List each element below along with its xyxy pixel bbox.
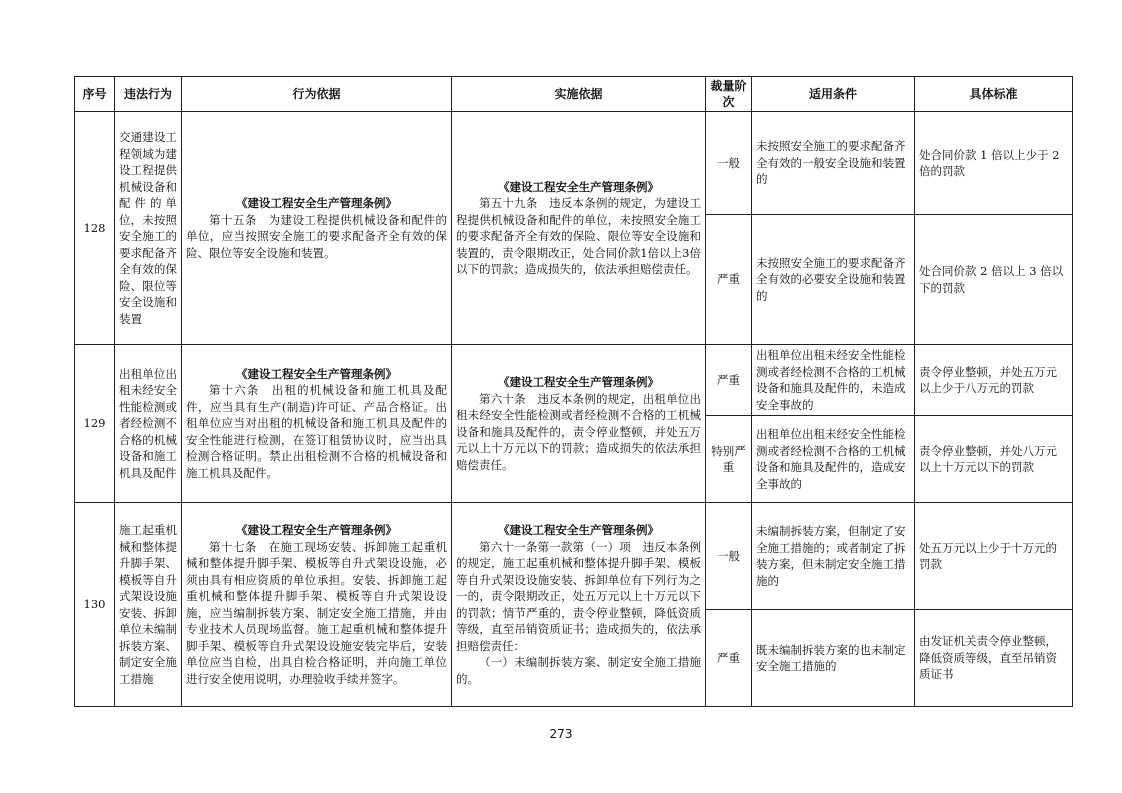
- level-cell: 严重: [706, 215, 752, 345]
- standard-cell: 责令停业整顿，并处五万元以上少于八万元的罚款: [915, 345, 1073, 416]
- basis-cell: [182, 345, 452, 503]
- header-violation: 违法行为: [115, 77, 182, 112]
- implementation-cell: [452, 345, 706, 503]
- implementation-cell: [452, 503, 706, 707]
- basis-law-title: 《建设工程安全生产管理条例》: [236, 196, 397, 210]
- table-row: [75, 112, 1073, 215]
- table-row: [75, 503, 1073, 610]
- basis-cell: [182, 503, 452, 707]
- standard-cell: 处合同价款 1 倍以上少于 2 倍的罚款: [915, 112, 1073, 215]
- header-basis: 行为依据: [182, 77, 452, 112]
- header-standard: 具体标准: [915, 77, 1073, 112]
- standard-cell: 处合同价款 2 倍以上 3 倍以下的罚款: [915, 215, 1073, 345]
- row-number: 130: [75, 503, 115, 707]
- standard-cell: 处五万元以上少于十万元的罚款: [915, 503, 1073, 610]
- basis-law-title: 《建设工程安全生产管理条例》: [236, 366, 397, 381]
- row-number: 129: [75, 345, 115, 503]
- page-number: 273: [549, 727, 573, 741]
- level-cell: 一般: [706, 112, 752, 215]
- condition-cell: 未编制拆装方案，但制定了安全施工措施的；或者制定了拆装方案，但未制定安全施工措施的: [752, 503, 915, 610]
- standard-cell: 由发证机关责令停业整顿，降低资质等级，直至吊销资质证书: [915, 610, 1073, 707]
- impl-text: 第六十条 违反本条例的规定，出租单位出租未经安全性能检测或者经检测不合格的工机械设备和施具及配件的，责令停业整顿，并处五万元以上十万元以下的罚款；造成损失的依法承担赔偿责任。: [456, 391, 701, 472]
- violation-cell: 出租单位出租未经安全性能检测或者经检测不合格的机械设备和施工机具及配件: [115, 345, 182, 503]
- regulation-table: [74, 76, 1073, 707]
- row-number: 128: [75, 112, 115, 345]
- standard-cell: 责令停业整顿，并处八万元以上十万元以下的罚款: [915, 416, 1073, 503]
- header-no: 序号: [75, 77, 115, 112]
- condition-cell: 出租单位出租未经安全性能检测或者经检测不合格的工机械设备和施具及配件的，未造成安全事故的: [752, 345, 915, 416]
- impl-law-title: 《建设工程安全生产管理条例》: [498, 523, 659, 537]
- basis-cell: [182, 112, 452, 345]
- basis-text: 第十七条 在施工现场安装、拆卸施工起重机械和整体提升脚手架、模板等自升式架设设施，必须由具有相应资质的单位承担。安装、拆卸施工起重机械和整体提升脚手架、模板等自升式架设设施，应当编制拆装方案、制定安全施工措施，并由专业技术人员现场监督。施工起重机械和整体提升脚手架、模板等自升式架设设施安装完毕后，安装单位应当自检，出具自检合格证明，并向施工单位进行安全使用说明，办理验收手续并签字。: [186, 539, 447, 686]
- condition-cell: 出租单位出租未经安全性能检测或者经检测不合格的工机械设备和施具及配件的，造成安全事故的: [752, 416, 915, 503]
- header-condition: 适用条件: [752, 77, 915, 112]
- table-row: [75, 345, 1073, 416]
- condition-cell: 既未编制拆装方案的也未制定安全施工措施的: [752, 610, 915, 707]
- impl-text: 第五十九条 违反本条例的规定，为建设工程提供机械设备和配件的单位，未按照安全施工的要求配备齐全有效的保险、限位等安全设施和装置的，责令限期改正，处合同价款1倍以上3倍以下的罚款；造成损失的，依法承担赔偿责任。: [456, 196, 701, 276]
- level-cell: 特别严重: [706, 416, 752, 503]
- level-cell: 一般: [706, 503, 752, 610]
- basis-law-title: 《建设工程安全生产管理条例》: [236, 523, 397, 537]
- header-row: [75, 77, 1073, 112]
- violation-cell: 交通建设工程领域为建设工程提供机械设备和配件的单位，未按照安全施工的要求配备齐全有效的保险、限位等安全设施和装置: [115, 112, 182, 345]
- basis-text: 第十五条 为建设工程提供机械设备和配件的单位，应当按照安全施工的要求配备齐全有效的保险、限位等安全设施和装置。: [186, 212, 447, 260]
- basis-text: 第十六条 出租的机械设备和施工机具及配件，应当具有生产(制造)许可证、产品合格证。出租单位应当对出租的机械设备和施工机具及配件的安全性能进行检测，在签订租赁协议时，应当出具检测合格证明。禁止出租检测不合格的机械设备和施工机具及配件。: [186, 383, 447, 480]
- condition-cell: 未按照安全施工的要求配备齐全有效的一般安全设施和装置的: [752, 112, 915, 215]
- level-cell: 严重: [706, 610, 752, 707]
- level-cell: 严重: [706, 345, 752, 416]
- condition-cell: 未按照安全施工的要求配备齐全有效的必要安全设施和装置的: [752, 215, 915, 345]
- header-level: 裁量阶次: [706, 77, 752, 112]
- header-implementation: 实施依据: [452, 77, 706, 112]
- impl-text: 第六十一条第一款第（一）项 违反本条例的规定，施工起重机械和整体提升脚手架、模板等自升式架设设施安装、拆卸单位有下列行为之一的，责令限期改正，处五万元以上十万元以下的罚款；情节严重的，责令停业整顿，降低资质等级，直至吊销资质证书；造成损失的，依法承担赔偿责任：: [456, 539, 701, 653]
- impl-item: （一）未编制拆装方案、制定安全施工措施的。: [456, 655, 701, 686]
- impl-law-title: 《建设工程安全生产管理条例》: [498, 375, 659, 389]
- violation-cell: 施工起重机械和整体提升脚手架、模板等自升式架设设施安装、拆卸单位未编制拆装方案、制定安全施工措施: [115, 503, 182, 707]
- implementation-cell: [452, 112, 706, 345]
- impl-law-title: 《建设工程安全生产管理条例》: [498, 179, 659, 194]
